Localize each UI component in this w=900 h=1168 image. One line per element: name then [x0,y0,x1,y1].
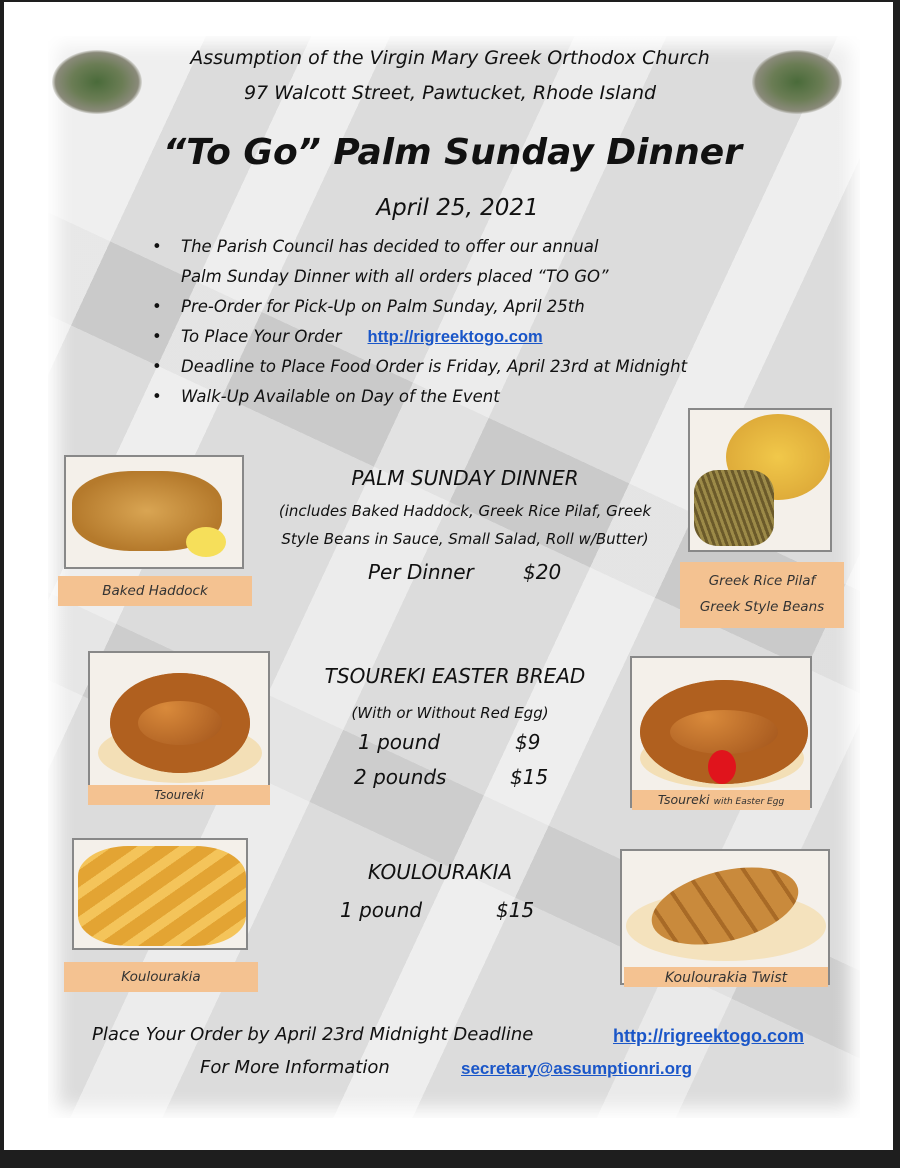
church-address: 97 Walcott Street, Pawtucket, Rhode Island [243,82,657,104]
tsoureki-price-1: $9 [515,730,541,754]
bullet-dot: • [152,357,162,376]
caption-greek-beans: Greek Style Beans [699,599,825,615]
bullet-item [152,262,687,292]
order-link[interactable]: http://rigreektogo.com [367,328,543,346]
caption-koulourakia-twist: Koulourakia Twist [624,967,828,987]
bullet-item [152,352,687,382]
koulourakia-title: KOULOURAKIA [367,860,513,884]
footer-info-text: For More Information [200,1057,390,1078]
tsoureki-qty-2: 2 pounds [354,765,447,789]
footer-order-text: Place Your Order by April 23rd Midnight Deadline [92,1024,534,1045]
tsoureki-photo [88,651,270,803]
koulourakia-price-1: $15 [496,898,535,922]
dinner-title: PALM SUNDAY DINNER [351,466,579,490]
bullet-dot: • [152,297,162,316]
tsoureki-price-2: $15 [510,765,549,789]
caption-rice-pilaf: Greek Rice Pilaf [708,573,816,589]
church-name: Assumption of the Virgin Mary Greek Orthodox Church [190,47,710,69]
bullet-dot: • [152,387,162,406]
info-bullets [152,232,687,412]
footer-email-link[interactable]: secretary@assumptionri.org [461,1059,693,1078]
tsoureki-title: TSOUREKI EASTER BREAD [324,664,586,688]
dinner-price: $20 [523,560,562,584]
page-title: “To Go” Palm Sunday Dinner [163,132,742,173]
caption-tsoureki: Tsoureki [88,785,270,805]
tsoureki-subtitle: (With or Without Red Egg) [351,704,549,722]
bullet-text: To Place Your Order [181,327,342,346]
koulourakia-twist-photo [620,849,830,985]
bullet-text: The Parish Council has decided to offer our annual [181,237,599,256]
caption-tsoureki-egg-main: Tsoureki [657,792,710,807]
caption-tsoureki-egg-sub: with Easter Egg [713,797,785,807]
bullet-text: Walk-Up Available on Day of the Event [181,387,500,406]
bullet-item [152,322,687,352]
bullet-text: Deadline to Place Food Order is Friday, April 23rd at Midnight [181,357,688,376]
bullet-item [152,292,687,322]
tsoureki-qty-1: 1 pound [358,730,441,754]
caption-tsoureki-egg [632,790,810,810]
bullet-dot: • [152,327,162,346]
koulourakia-photo [72,838,248,950]
bullet-text: Palm Sunday Dinner with all orders placed “TO GO” [181,267,609,286]
event-date: April 25, 2021 [376,195,539,221]
dinner-desc-1: (includes Baked Haddock, Greek Rice Pilaf, Greek [278,502,652,520]
tsoureki-egg-photo [630,656,812,808]
bullet-text: Pre-Order for Pick-Up on Palm Sunday, April 25th [181,297,585,316]
bullet-item [152,232,687,262]
rice-pilaf-photo [688,408,832,552]
bullet-dot: • [152,237,162,256]
koulourakia-qty-1: 1 pound [340,898,423,922]
caption-pilaf-beans [680,562,844,628]
caption-koulourakia: Koulourakia [64,962,258,992]
caption-baked-haddock: Baked Haddock [58,576,252,606]
footer-order-link[interactable]: http://rigreektogo.com [613,1026,805,1046]
dinner-price-label: Per Dinner [368,560,474,584]
baked-haddock-photo [64,455,244,569]
dinner-desc-2: Style Beans in Sauce, Small Salad, Roll w/Butter) [281,530,649,548]
bullet-item [152,382,687,412]
